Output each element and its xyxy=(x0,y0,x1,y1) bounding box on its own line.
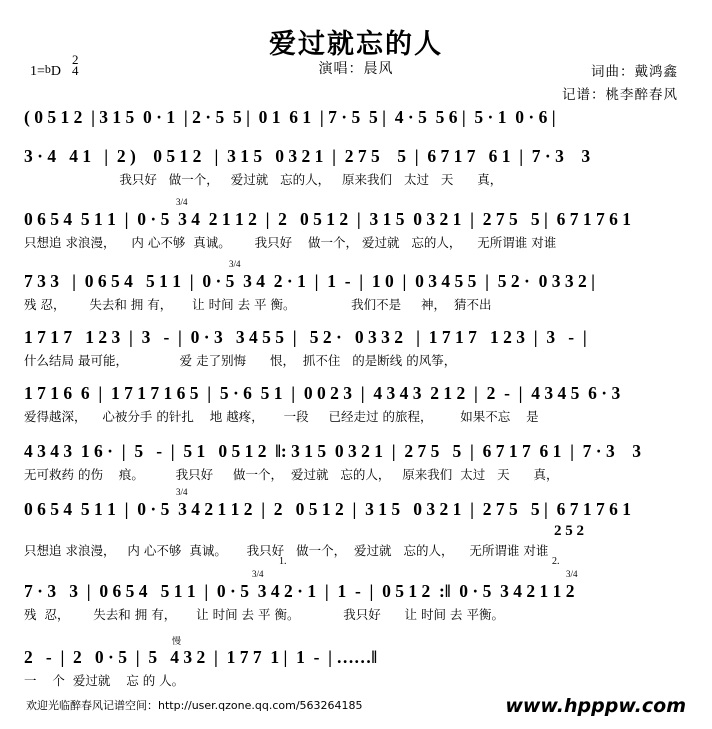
time-signature xyxy=(72,54,79,76)
note-row: 2 - | 2 0 · 5 | 5 4 3 2 | 1 7 7 1 | 1 - | ……‖ xyxy=(24,647,378,667)
first-ending-mark: 1. xyxy=(279,556,287,567)
page-title: 爱过就忘的人 xyxy=(269,29,443,60)
repeat-note-row: 2 5 2 xyxy=(554,523,584,539)
music-system xyxy=(24,259,688,316)
key-accidental: b xyxy=(44,62,51,76)
note-row: 1 7 1 7 1 2 3 | 3 - | 0 · 3 3 4 5 5 | 5 2 · 0 3 3 2 | 1 7 1 7 1 2 3 | 3 - | xyxy=(24,327,587,347)
music-system xyxy=(24,380,688,428)
footer-website[interactable]: www.hpppw.com xyxy=(505,695,686,717)
transcriber-credit: 记谱：桃李醉春风 xyxy=(562,87,678,103)
meter-numerator: 2 xyxy=(72,52,79,67)
singer-credit: 演唱：晨风 xyxy=(318,61,394,77)
lyric-row: 我只好 做一个， 爱过就 忘的人， 原来我们 太过 天 真， xyxy=(24,172,503,187)
key-note: D xyxy=(50,64,62,79)
music-system xyxy=(24,637,688,692)
note-row: ( 0 5 1 2 | 3 1 5 0 · 1 | 2 · 5 5 | 0 1 6 1 | 7 · 5 5 | 4 · 5 5 6 | 5 · 1 0 · 6 | xyxy=(24,107,556,127)
note-row: 7 3 3 | 0 6 5 4 5 1 1 | 0 · 5 3 4 2 · 1 | 1 - | 1 0 | 0 3 4 5 5 | 5 2 · 0 3 3 2 | xyxy=(24,271,595,291)
music-system xyxy=(24,556,688,626)
note-row: 0 6 5 4 5 1 1 | 0 · 5 3 4 2 1 1 2 | 2 0 5 1 2 | 3 1 5 0 3 2 1 | 2 7 5 5 | 6 7 1 7 6 1 xyxy=(24,499,631,519)
second-ending-mark: 2. xyxy=(552,556,560,567)
lyric-row: 只想追 求浪漫， 内 心不够 真诚。 我只好 做一个， 爱过就 忘的人， 无所谓谁 对谁 xyxy=(24,235,557,250)
tempo-mark: 慢 xyxy=(172,637,182,647)
note-row: 7 · 3 3 | 0 6 5 4 5 1 1 | 0 · 5 3 4 2 · 1 | 1 - | 0 5 1 2 :‖ 0 · 5 3 4 2 1 1 2 xyxy=(24,581,575,601)
meter-denominator: 4 xyxy=(72,63,79,78)
tuplet-mark: 3/4 xyxy=(566,569,578,579)
lyric-row: 残 忍， 失去和 拥 有， 让 时间 去 平 衡。 我只好 让 时间 去 平衡。 xyxy=(24,607,504,622)
music-system xyxy=(24,324,688,372)
lyric-row: 无可救药 的伤 痕。 我只好 做一个， 爱过就 忘的人， 原来我们 太过 天 真， xyxy=(24,467,559,482)
key-signature xyxy=(30,62,61,80)
lyric-row: 只想追 求浪漫， 内 心不够 真诚。 我只好 做一个， 爱过就 忘的人， 无所谓谁 对谁 xyxy=(24,543,549,558)
composer-credit: 词曲：戴鸿鑫 xyxy=(591,64,678,80)
tuplet-mark: 3/4 xyxy=(252,569,264,579)
music-system xyxy=(24,143,688,191)
note-row: 3 · 4 4 1 | 2 ) 0 5 1 2 | 3 1 5 0 3 2 1 | 2 7 5 5 | 6 7 1 7 6 1 | 7 · 3 3 xyxy=(24,146,591,166)
tuplet-mark: 3/4 xyxy=(176,197,188,207)
note-row: 4 3 4 3 1 6 · | 5 - | 5 1 0 5 1 2 ‖: 3 1 5 0 3 2 1 | 2 7 5 5 | 6 7 1 7 6 1 | 7 · 3 3 xyxy=(24,441,642,461)
tuplet-mark: 3/4 xyxy=(229,259,241,269)
music-system xyxy=(24,104,688,130)
music-system xyxy=(24,438,688,486)
music-system xyxy=(24,197,688,254)
music-system xyxy=(24,487,688,562)
lyric-row: 爱得越深， 心被分手 的针扎 地 越疼， 一段 已经走过 的旅程， 如果不忘 是 xyxy=(24,409,539,424)
lyric-row: 什么结局 最可能， 爱 走了别悔 恨， 抓不住 的是断线 的风筝， xyxy=(24,353,457,368)
lyric-row: 残 忍， 失去和 拥 有， 让 时间 去 平 衡。 我们不是 神， 猜不出 xyxy=(24,297,492,312)
footer-credit-link[interactable]: 欢迎光临醉春风记谱空间：http://user.qzone.qq.com/563264185 xyxy=(26,699,363,712)
tuplet-mark: 3/4 xyxy=(176,487,188,497)
key-label: 1= xyxy=(30,64,45,79)
lyric-row: 一 个 爱过就 忘 的 人。 xyxy=(24,673,185,688)
note-row: 1 7 1 6 6 | 1 7 1 7 1 6 5 | 5 · 6 5 1 | 0 0 2 3 | 4 3 4 3 2 1 2 | 2 - | 4 3 4 5 6 · 3 xyxy=(24,383,621,403)
note-row: 0 6 5 4 5 1 1 | 0 · 5 3 4 2 1 1 2 | 2 0 5 1 2 | 3 1 5 0 3 2 1 | 2 7 5 5 | 6 7 1 7 6 1 xyxy=(24,209,631,229)
